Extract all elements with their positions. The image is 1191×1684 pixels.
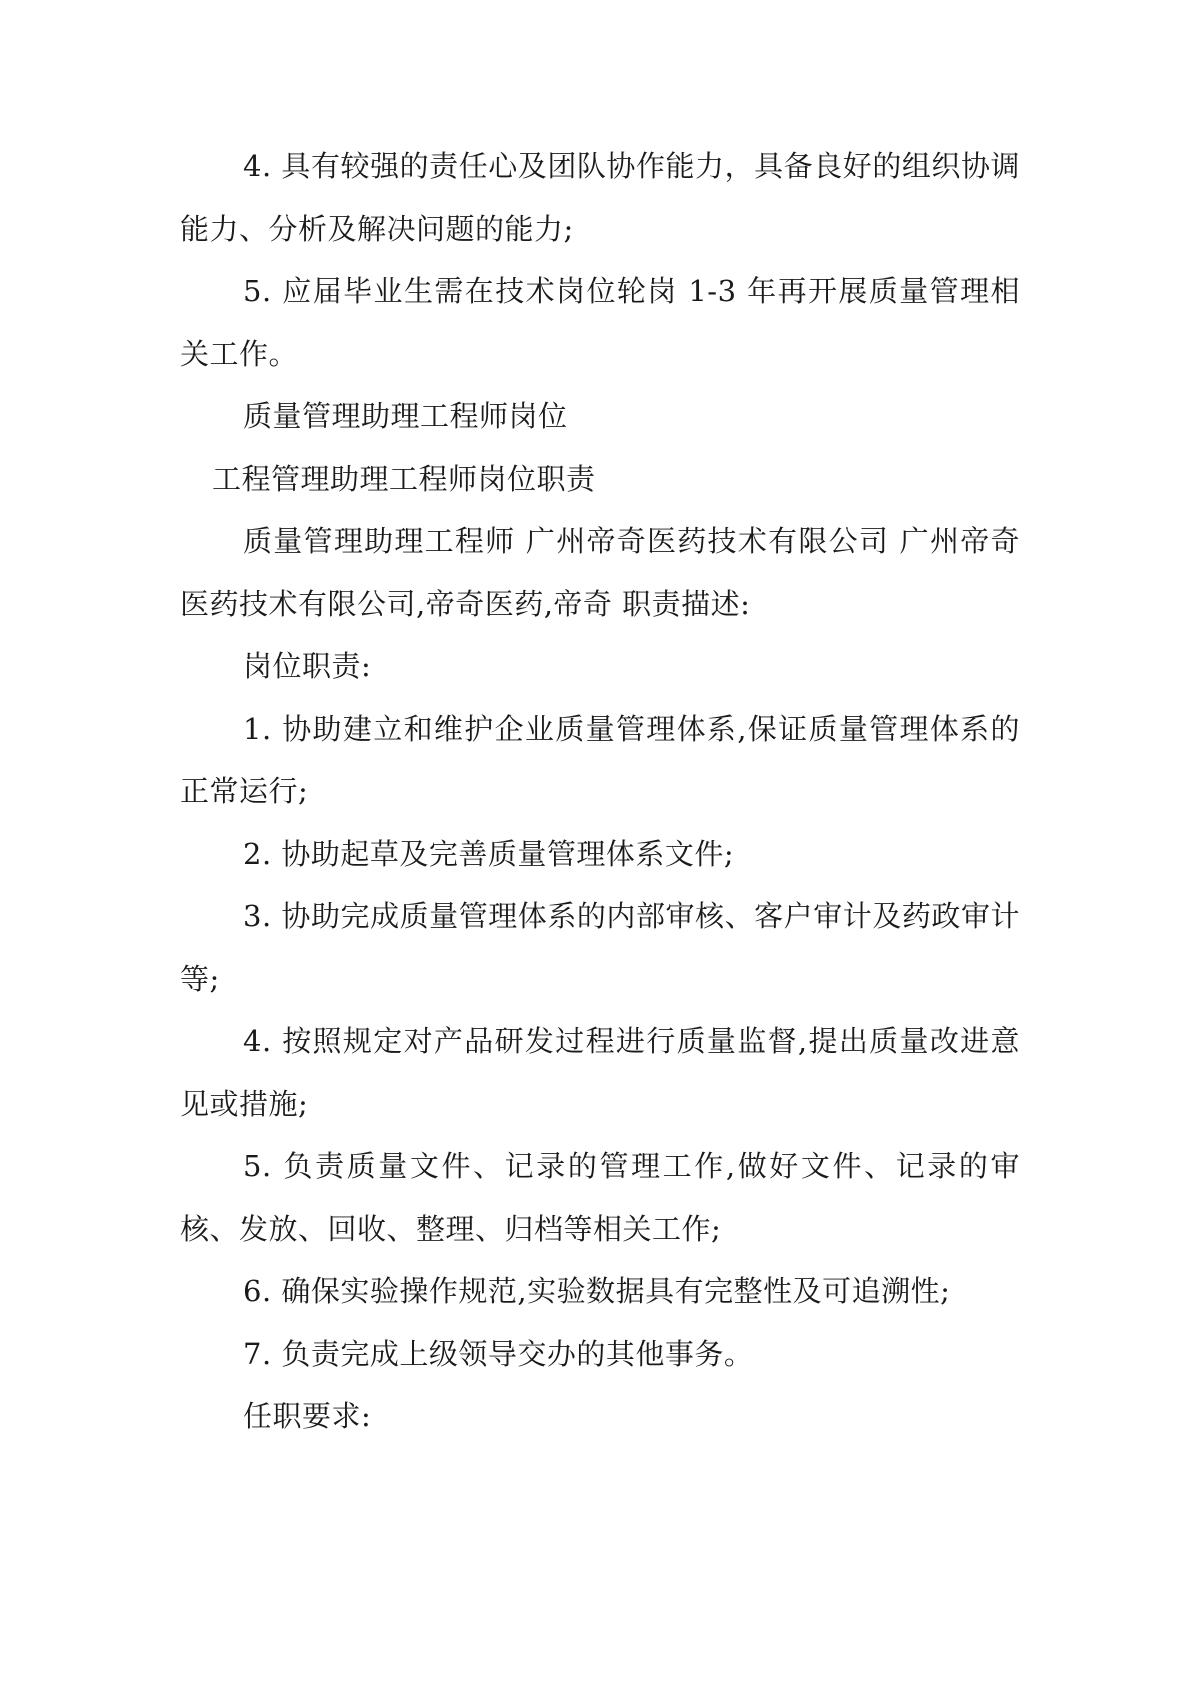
duty-item-5: 5. 负责质量文件、记录的管理工作,做好文件、记录的审核、发放、回收、整理、归档等相关工作; bbox=[180, 1149, 1020, 1246]
label-job-requirements: 任职要求: bbox=[243, 1399, 372, 1433]
duty-item-7: 7. 负责完成上级领导交办的其他事务。 bbox=[243, 1336, 754, 1371]
duty-item-4: 4. 按照规定对产品研发过程进行质量监督,提出质量改进意见或措施; bbox=[180, 1024, 1020, 1121]
duty-item-6: 6. 确保实验操作规范,实验数据具有完整性及可追溯性; bbox=[243, 1274, 951, 1308]
duty-item-2: 2. 协助起草及完善质量管理体系文件; bbox=[243, 836, 735, 871]
document-body bbox=[180, 135, 1020, 1448]
label-job-duties: 岗位职责: bbox=[243, 649, 372, 683]
duty-item-1: 1. 协助建立和维护企业质量管理体系,保证质量管理体系的正常运行; bbox=[180, 711, 1020, 808]
section-heading-position: 质量管理助理工程师岗位 bbox=[243, 399, 568, 433]
section-heading-duties: 工程管理助理工程师岗位职责 bbox=[212, 461, 596, 496]
paragraph-requirement-5: 5. 应届毕业生需在技术岗位轮岗 1-3 年再开展质量管理相关工作。 bbox=[180, 274, 1020, 371]
duty-item-3: 3. 协助完成质量管理体系的内部审核、客户审计及药政审计等; bbox=[180, 899, 1020, 996]
paragraph-company-description: 质量管理助理工程师 广州帝奇医药技术有限公司 广州帝奇医药技术有限公司,帝奇医药,帝奇 职责描述: bbox=[180, 524, 1020, 621]
paragraph-requirement-4: 4. 具有较强的责任心及团队协作能力，具备良好的组织协调能力、分析及解决问题的能力; bbox=[180, 149, 1020, 246]
